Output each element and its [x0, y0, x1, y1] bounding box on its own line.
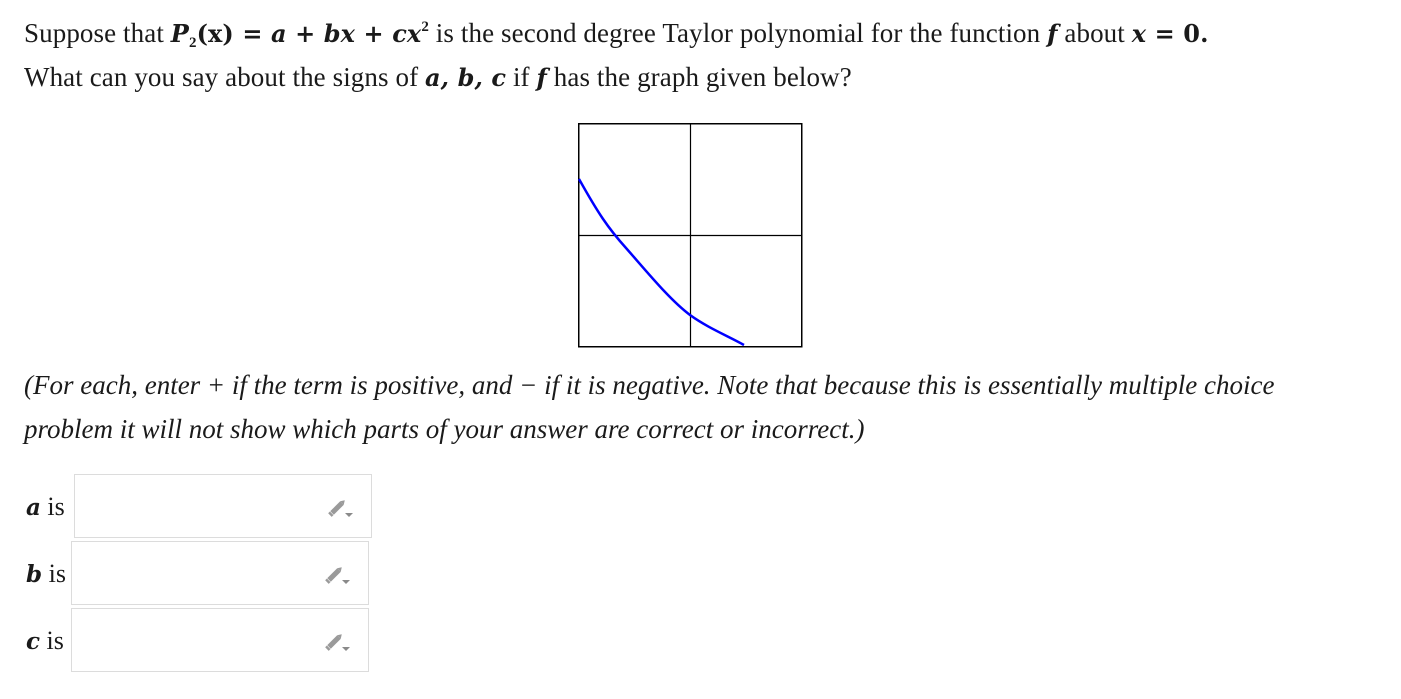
pencil-dropdown-icon[interactable]	[324, 631, 352, 653]
answer-row-b	[0, 541, 400, 607]
answer-input-c[interactable]	[71, 608, 369, 672]
answer-input-a[interactable]	[74, 474, 372, 538]
answer-var-b: b	[26, 561, 43, 588]
term-cx: cx	[392, 19, 422, 48]
var-x: x	[1131, 19, 1147, 48]
answer-var-a: a	[26, 494, 41, 521]
answer-label-a	[26, 492, 65, 522]
graph-svg	[578, 123, 803, 348]
note-line-2: problem it will not show which parts of your answer are correct or incorrect.)	[24, 414, 865, 444]
question-line-2	[24, 62, 852, 93]
question-about: about	[1057, 18, 1132, 48]
question-line-1	[24, 18, 1209, 52]
coef-a: a	[271, 19, 287, 48]
plus-2: +	[355, 19, 393, 48]
question-middle: is the second degree Taylor polynomial for the function	[428, 18, 1048, 48]
answer-input-b[interactable]	[71, 541, 369, 605]
answer-label-b	[26, 559, 66, 589]
term-bx: bx	[323, 19, 356, 48]
function-f-2: f	[536, 63, 547, 92]
answer-suffix-b: is	[42, 559, 66, 588]
answer-row-a	[0, 474, 400, 540]
equals-zero: = 0.	[1146, 19, 1209, 48]
question-vars: a, b, c	[425, 63, 507, 92]
question-2-end: has the graph given below?	[546, 62, 852, 92]
note-line-1: (For each, enter + if the term is positive, and − if it is negative. Note that because this is essentially multiple choice	[24, 370, 1275, 400]
question-2-start: What can you say about the signs of	[24, 62, 426, 92]
pencil-dropdown-icon[interactable]	[324, 564, 352, 586]
pencil-dropdown-icon[interactable]	[327, 497, 355, 519]
term-cx-superscript: 2	[421, 19, 429, 35]
answer-suffix-c: is	[40, 626, 64, 655]
poly-P: P	[170, 19, 189, 48]
poly-P-subscript: 2	[188, 35, 197, 51]
question-if: if	[506, 62, 537, 92]
function-f: f	[1047, 19, 1058, 48]
answer-suffix-a: is	[40, 492, 65, 521]
answer-row-c	[0, 608, 400, 674]
function-graph	[578, 123, 801, 346]
question-intro: Suppose that	[24, 18, 171, 48]
answer-label-c	[26, 626, 64, 656]
answer-var-c: c	[26, 628, 41, 655]
plus-1: +	[286, 19, 324, 48]
poly-lhs: (x) =	[196, 19, 272, 48]
